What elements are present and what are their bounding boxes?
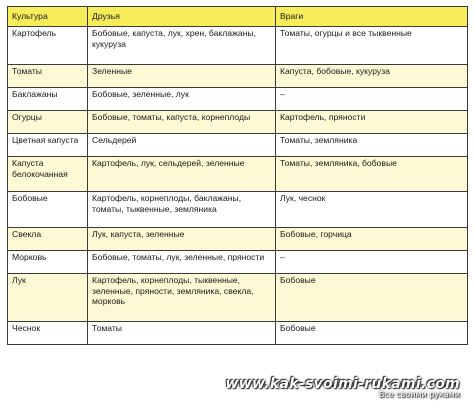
crop-cell: Бобовые bbox=[8, 192, 88, 228]
table-row bbox=[8, 134, 468, 157]
enemies-cell: Томаты, огурцы и все тыквенные bbox=[276, 27, 468, 65]
enemies-cell: Капуста, бобовые, кукуруза bbox=[276, 65, 468, 88]
enemies-cell: Бобовые bbox=[276, 274, 468, 322]
table-row bbox=[8, 251, 468, 274]
table-row bbox=[8, 228, 468, 251]
crop-cell: Картофель bbox=[8, 27, 88, 65]
header-crop: Культура bbox=[8, 7, 88, 27]
table-row bbox=[8, 322, 468, 345]
friends-cell: Бобовые, капуста, лук, хрен, баклажаны, кукуруза bbox=[88, 27, 276, 65]
friends-cell: Зеленные bbox=[88, 65, 276, 88]
crop-cell: Огурцы bbox=[8, 111, 88, 134]
enemies-cell: Картофель, пряности bbox=[276, 111, 468, 134]
crop-cell: Томаты bbox=[8, 65, 88, 88]
table-row bbox=[8, 65, 468, 88]
table-row bbox=[8, 27, 468, 65]
enemies-cell: Бобовые bbox=[276, 322, 468, 345]
friends-cell: Сельдерей bbox=[88, 134, 276, 157]
table-row bbox=[8, 192, 468, 228]
enemies-cell: Томаты, земляника, бобовые bbox=[276, 157, 468, 192]
friends-cell: Картофель, корнеплоды, тыквенные, зеленные, пряности, земляника, свекла, морковь bbox=[88, 274, 276, 322]
watermark-url: www.kak-svoimi-rukami.com bbox=[225, 376, 460, 392]
friends-cell: Бобовые, зеленные, лук bbox=[88, 88, 276, 111]
watermark-slogan: Все своими руками bbox=[378, 390, 460, 399]
header-friends: Друзья bbox=[88, 7, 276, 27]
friends-cell: Томаты bbox=[88, 322, 276, 345]
header-enemies: Враги bbox=[276, 7, 468, 27]
crop-cell: Баклажаны bbox=[8, 88, 88, 111]
table-row bbox=[8, 274, 468, 322]
friends-cell: Лук, капуста, зеленные bbox=[88, 228, 276, 251]
crop-cell: Капуста белокочанная bbox=[8, 157, 88, 192]
crop-cell: Морковь bbox=[8, 251, 88, 274]
friends-cell: Картофель, лук, сельдерей, зеленные bbox=[88, 157, 276, 192]
watermark bbox=[225, 376, 460, 399]
crop-cell: Чеснок bbox=[8, 322, 88, 345]
table-row bbox=[8, 88, 468, 111]
friends-cell: Картофель, корнеплоды, баклажаны, томаты, тыквенные, земляника bbox=[88, 192, 276, 228]
friends-cell: Бобовые, томаты, лук, зеленные, пряности bbox=[88, 251, 276, 274]
table-row bbox=[8, 157, 468, 192]
enemies-cell: – bbox=[276, 88, 468, 111]
crop-cell: Свекла bbox=[8, 228, 88, 251]
crop-cell: Цветная капуста bbox=[8, 134, 88, 157]
enemies-cell: Лук, чеснок bbox=[276, 192, 468, 228]
table-row bbox=[8, 111, 468, 134]
enemies-cell: Томаты, земляника bbox=[276, 134, 468, 157]
enemies-cell: Бобовые, горчица bbox=[276, 228, 468, 251]
enemies-cell: – bbox=[276, 251, 468, 274]
companion-planting-table bbox=[7, 6, 468, 345]
crop-cell: Лук bbox=[8, 274, 88, 322]
header-row bbox=[8, 7, 468, 27]
friends-cell: Бобовые, томаты, капуста, корнеплоды bbox=[88, 111, 276, 134]
